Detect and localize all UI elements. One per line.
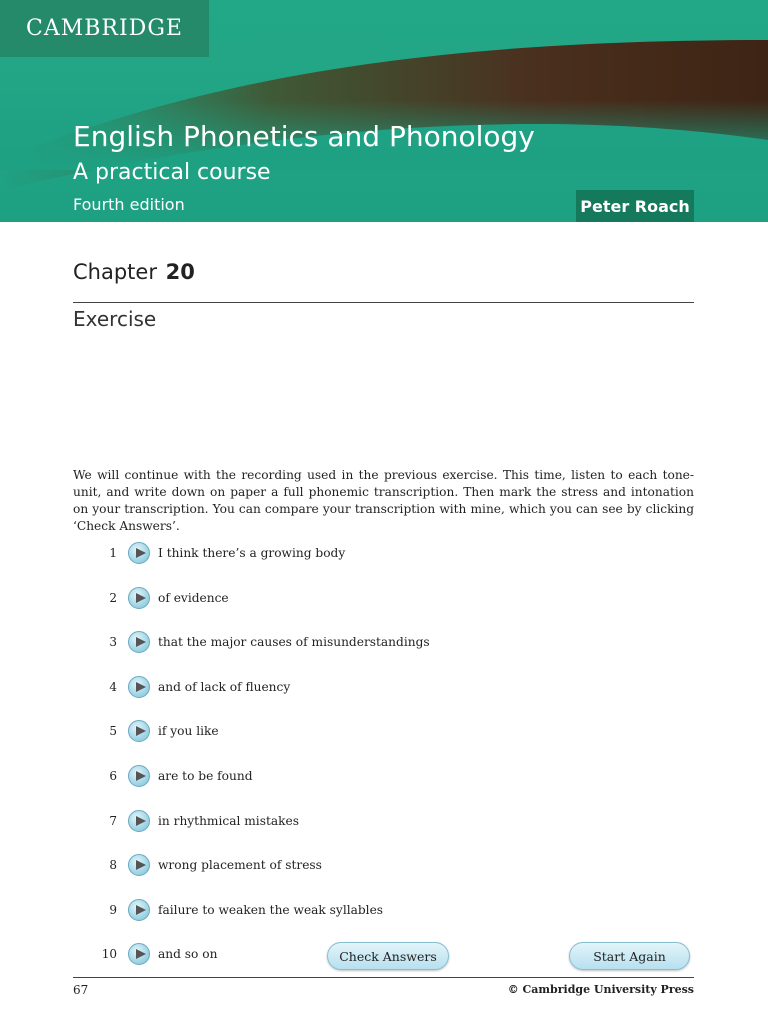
list-item	[0, 630, 768, 656]
book-edition: Fourth edition	[73, 195, 185, 214]
play-audio-icon[interactable]	[128, 676, 150, 698]
publisher-logo: CAMBRIDGE	[0, 0, 209, 57]
book-title: English Phonetics and Phonology	[73, 120, 535, 153]
item-number: 10	[101, 947, 117, 961]
author-badge: Peter Roach	[576, 190, 694, 222]
play-audio-icon[interactable]	[128, 631, 150, 653]
item-number: 4	[109, 680, 117, 694]
page-number: 67	[73, 983, 89, 997]
list-item	[0, 675, 768, 701]
book-header	[0, 0, 768, 222]
item-number: 7	[109, 814, 117, 828]
play-audio-icon[interactable]	[128, 542, 150, 564]
chapter-heading	[73, 260, 195, 284]
play-audio-icon[interactable]	[128, 810, 150, 832]
chapter-divider	[73, 302, 694, 303]
item-number: 2	[109, 591, 117, 605]
item-number: 3	[109, 635, 117, 649]
item-phrase: in rhythmical mistakes	[158, 814, 299, 828]
play-audio-icon[interactable]	[128, 943, 150, 965]
footer-divider	[73, 977, 694, 978]
item-phrase: I think there’s a growing body	[158, 546, 346, 560]
list-item	[0, 764, 768, 790]
book-subtitle: A practical course	[73, 160, 271, 185]
play-audio-icon[interactable]	[128, 720, 150, 742]
item-phrase: of evidence	[158, 591, 229, 605]
item-number: 5	[109, 724, 117, 738]
list-item	[0, 719, 768, 745]
list-item	[0, 586, 768, 612]
exercise-instructions: We will continue with the recording used in the previous exercise. This time, listen to each tone-unit, and write down on paper a full phonemic transcription. Then mark the stress and intonation on your transcription. You can compare your transcription with mine, which you can see by clicking ‘Check Answers’.	[73, 468, 694, 533]
list-item	[0, 898, 768, 924]
copyright-notice: © Cambridge University Press	[507, 983, 694, 996]
item-phrase: that the major causes of misunderstandings	[158, 635, 430, 649]
item-number: 6	[109, 769, 117, 783]
item-phrase: are to be found	[158, 769, 253, 783]
play-audio-icon[interactable]	[128, 899, 150, 921]
list-item	[0, 541, 768, 567]
list-item	[0, 853, 768, 879]
item-number: 1	[109, 546, 117, 560]
chapter-label: Chapter	[73, 260, 157, 284]
start-again-button[interactable]: Start Again	[569, 942, 690, 970]
item-phrase: wrong placement of stress	[158, 858, 322, 872]
item-number: 8	[109, 858, 117, 872]
item-number: 9	[109, 903, 117, 917]
item-phrase: and so on	[158, 947, 218, 961]
item-phrase: if you like	[158, 724, 219, 738]
item-phrase: and of lack of fluency	[158, 680, 291, 694]
section-title: Exercise	[73, 307, 157, 331]
play-audio-icon[interactable]	[128, 765, 150, 787]
list-item	[0, 809, 768, 835]
play-audio-icon[interactable]	[128, 587, 150, 609]
check-answers-button[interactable]: Check Answers	[327, 942, 449, 970]
item-phrase: failure to weaken the weak syllables	[158, 903, 384, 917]
play-audio-icon[interactable]	[128, 854, 150, 876]
chapter-number: 20	[165, 260, 195, 284]
